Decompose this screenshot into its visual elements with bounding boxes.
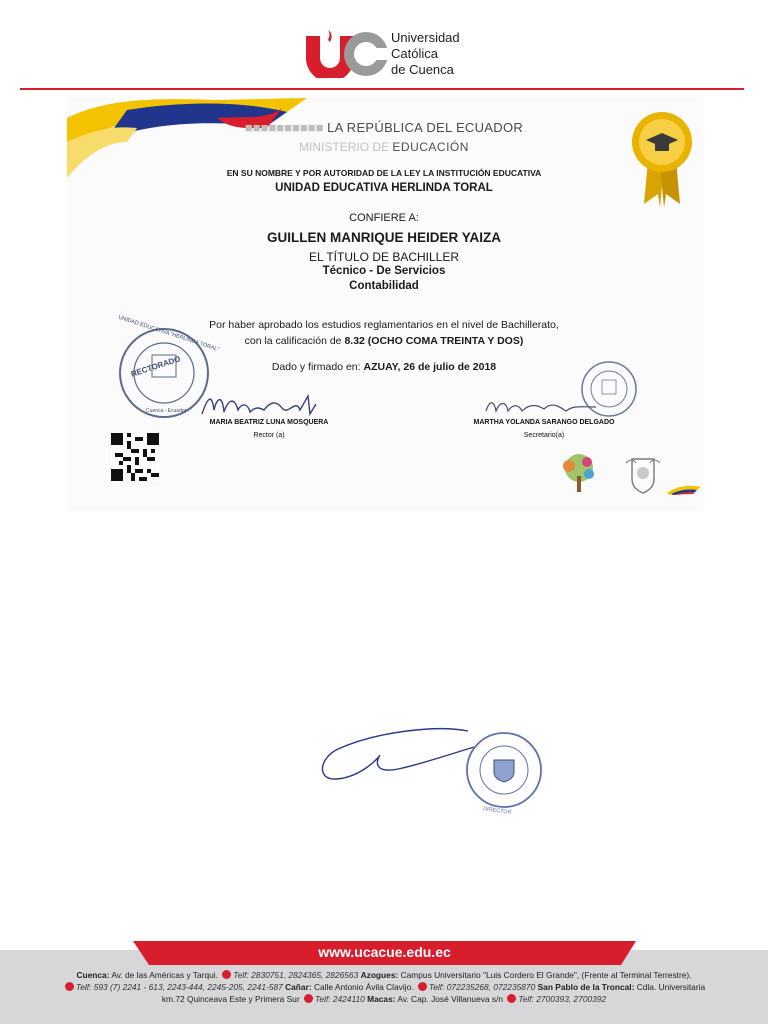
authority-line: EN SU NOMBRE Y POR AUTORIDAD DE LA LEY LA INSTITUCIÓN EDUCATIVA <box>226 168 542 178</box>
header-divider <box>20 88 744 90</box>
phone-icon <box>507 994 516 1003</box>
secretary-signature-icon <box>482 395 602 419</box>
signed-place-date: AZUAY, 26 de julio de 2018 <box>363 361 497 373</box>
phone-icon <box>418 982 427 991</box>
footer-line-2: Telf: 593 (7) 2241 - 613, 2243-444, 2245-205, 2241-587 Cañar: Calle Antonio Ávila Clavijo. Telf: 072235268, 072235870 San Pablo de la Troncal: Cdla. Universitaria <box>0 982 768 993</box>
stamp-left-center: RECTORADO <box>129 354 182 379</box>
page-header <box>0 0 768 92</box>
logo-line-3: de Cuenca <box>391 62 454 77</box>
degree-specialty: Técnico - De Servicios <box>322 265 446 277</box>
approval-line: Por haber aprobado los estudios reglamentarios en el nivel de Bachillerato, <box>209 319 559 331</box>
logo-line-2: Católica <box>391 46 438 61</box>
grade-line: con la calificación de 8.32 (OCHO COMA TREINTA Y DOS) <box>244 335 524 347</box>
signed-line: Dado y firmado en: AZUAY, 26 de julio de 2018 <box>271 361 497 373</box>
stamp-bottom-center: DIRECTOR <box>482 806 512 816</box>
phone-icon <box>65 982 74 991</box>
rector-name: MARIA BEATRIZ LUNA MOSQUERA <box>209 419 329 426</box>
director-stamp-icon <box>461 730 547 810</box>
republic-heading: ■■■■■■■■■■ LA REPÚBLICA DEL ECUADOR <box>244 120 524 135</box>
tree-logo-icon <box>555 452 603 496</box>
director-signature-icon <box>318 725 478 789</box>
degree-area: Contabilidad <box>349 280 419 292</box>
rector-role: Rector (a) <box>253 432 285 439</box>
degree-title: EL TÍTULO DE BACHILLER <box>308 250 460 264</box>
ministry-heading: MINISTERIO DE EDUCACIÓN <box>299 140 469 154</box>
student-name: GUILLEN MANRIQUE HEIDER YAIZA <box>266 230 502 245</box>
secretary-name: MARTHA YOLANDA SARANGO DELGADO <box>473 419 615 426</box>
footer-line-1: Cuenca: Av. de las Américas y Tarqui. Telf: 2830751, 2824365, 2826563 Azogues: Campus Universitario "Luis Cordero El Grande", (Frente al Terminal Terrestre). <box>76 970 692 980</box>
institution-name: UNIDAD EDUCATIVA HERLINDA TORAL <box>275 182 493 194</box>
phone-icon <box>304 994 313 1003</box>
coat-of-arms-icon <box>624 455 662 495</box>
footer-line-3: km.72 Quinceava Este y Primera Sur Telf: 2424110 Macas: Av. Cap. José Villanueva s/n Telf: 2700393, 2700392 <box>161 994 607 1004</box>
phone-icon <box>222 970 231 979</box>
grade-value: 8.32 (OCHO COMA TREINTA Y DOS) <box>344 335 524 347</box>
stamp-left-bottom: Cuenca - Ecuador <box>146 408 187 414</box>
website-link[interactable]: www.ucacue.edu.ec <box>318 944 451 960</box>
confers-label: CONFIERE A: <box>349 212 419 224</box>
stamp-left-ring: UNIDAD EDUCATIVA "HERLINDA TORAL" <box>117 314 220 354</box>
flag-swoosh-icon <box>667 483 701 495</box>
university-logo-icon <box>302 30 388 78</box>
secretary-role: Secretario(a) <box>523 432 565 439</box>
qr-code-icon <box>111 433 159 481</box>
university-name <box>391 30 460 78</box>
logo-line-1: Universidad <box>391 30 460 45</box>
